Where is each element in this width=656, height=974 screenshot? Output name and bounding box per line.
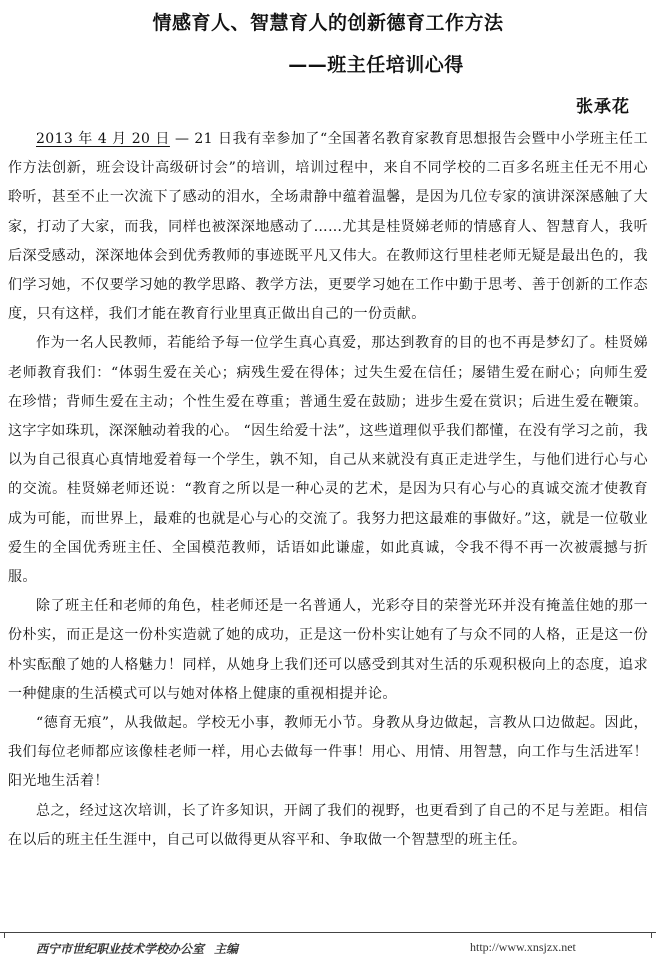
document-subtitle: ——班主任培训心得 [288, 54, 464, 76]
footer-corner-left [4, 932, 5, 938]
footer-editor: 主编 [214, 942, 239, 956]
paragraph-4: “德育无痕”，从我做起。学校无小事，教师无小节。身教从身边做起，言教从口边做起。因此，我们每位老师都应该像桂老师一样，用心去做每一件事！用心、用情、用智慧，向工作与生活进军！阳光地生活着！ [8, 715, 648, 790]
paragraph-3: 除了班主任和老师的角色，桂老师还是一名普通人，光彩夺目的荣誉光环并没有掩盖住她的那一份朴实，而正是这一份朴实造就了她的成功，正是这一份朴实让她有了与众不同的人格，正是这一份朴实酝酿了她的人格魅力！同样，从她身上我们还可以感受到其对生活的乐观积极向上的态度，追求一种健康的生活模式可以与她对体格上健康的重视相提并论。 [8, 598, 648, 702]
event-date: 2013 年 4 月 20 日 [36, 131, 170, 147]
footer-url: http://www.xnsjzx.net [470, 940, 576, 954]
footer-corner-right [651, 932, 652, 938]
article-body [8, 125, 648, 855]
paragraph-1-text: — 21 日我有幸参加了“全国著名教育家教育思想报告会暨中小学班主任工作方法创新，班会设计高级研讨会”的培训，培训过程中，来自不同学校的二百多名班主任无不用心聆听，甚至不止一次流下了感动的泪水，全场肃静中蕴着温馨，是因为几位专家的演讲深深感触了大家，打动了大家，而我，同样也被深深地感动了……尤其是桂贤娣老师的情感育人、智慧育人，我听后深受感动，深深地体会到优秀教师的事迹既平凡又伟大。在教师这行里桂老师无疑是最出色的，我们学习她，不仅要学习她的教学思路、教学方法，更要学习她在工作中勤于思考、善于创新的工作态度，只有这样，我们才能在教育行业里真正做出自己的一份贡献。 [8, 131, 648, 323]
paragraph-2: 作为一名人民教师，若能给予每一位学生真心真爱，那达到教育的目的也不再是梦幻了。桂贤娣老师教育我们：“体弱生爱在关心；病残生爱在得体；过失生爱在信任；屡错生爱在耐心；向师生爱在珍惜；背师生爱在主动；个性生爱在尊重；普通生爱在鼓励；进步生爱在赏识；后进生爱在鞭策。这字字如珠玑，深深触动着我的心。 “因生给爱十法”，这些道理似乎我们都懂，在没有学习之前，我以为自己很真心真情地爱着每一个学生，孰不知，自己从来就没有真正走进学生，与他们进行心与心的交流。桂贤娣老师还说：“教育之所以是一种心灵的艺术，是因为只有心与心的真诚交流才使教育成为可能，而世界上，最难的也就是心与心的交流了。我努力把这最难的事做好。”这，就是一位敬业爱生的全国优秀班主任、全国模范教师，话语如此谦虚，如此真诚，令我不得不再一次被震撼与折服。 [8, 335, 648, 586]
author-name: 张承花 [576, 97, 630, 117]
paragraph-5: 总之，经过这次培训，长了许多知识，开阔了我们的视野，也更看到了自己的不足与差距。相信在以后的班主任生涯中，自己可以做得更从容平和、争取做一个智慧型的班主任。 [8, 802, 648, 848]
paragraph-1 [8, 125, 648, 329]
footer-divider [0, 932, 656, 933]
footer-organization [36, 940, 238, 957]
footer-org-name: 西宁市世纪职业技术学校办公室 [36, 942, 205, 956]
document-title: 情感育人、智慧育人的创新德育工作方法 [152, 12, 504, 34]
